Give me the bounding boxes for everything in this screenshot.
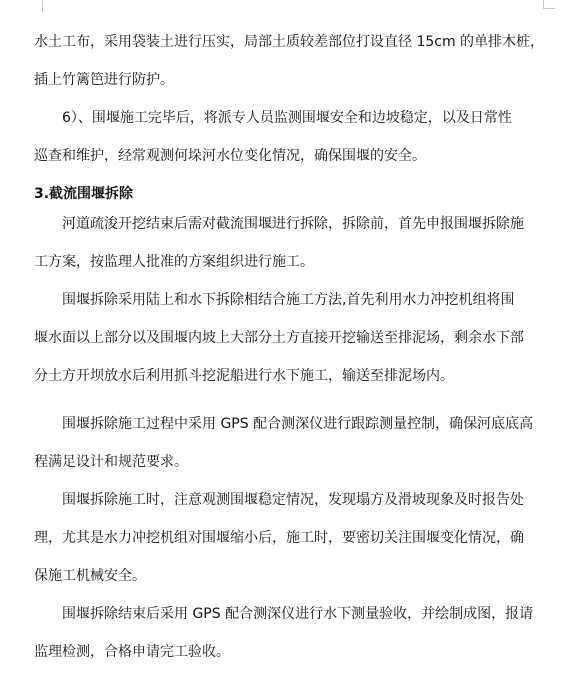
paragraph-line: 围堰拆除施工过程中采用 GPS 配合测深仪进行跟踪测量控制，确保河底底高 (62, 416, 534, 432)
paragraph-line: 水土工布，采用袋装土进行压实，局部土质较差部位打设直径 15cm 的单排木桩， (34, 34, 545, 50)
paragraph-line: 堰水面以上部分以及围堰内坡上大部分土方直接开挖输送至排泥场，剩余水下部 (34, 330, 524, 346)
paragraph-line: 巡查和维护，经常观测何垛河水位变化情况，确保围堰的安全。 (34, 148, 426, 164)
page-corner-mark-right (543, 0, 556, 8)
paragraph-line: 围堰拆除结束后采用 GPS 配合测深仪进行水下测量验收，并绘制成图，报请 (62, 606, 534, 622)
paragraph-line: 河道疏浚开挖结束后需对截流围堰进行拆除，拆除前，首先申报围堰拆除施 (62, 216, 524, 232)
paragraph-line: 程满足设计和规范要求。 (34, 454, 188, 470)
page-corner-mark-left (30, 0, 43, 12)
paragraph-line: 保施工机械安全。 (34, 568, 146, 584)
paragraph-line: 理，尤其是水力冲挖机组对围堰缩小后，施工时，要密切关注围堰变化情况，确 (34, 530, 524, 546)
paragraph-line: 工方案，按监理人批准的方案组织进行施工。 (34, 254, 314, 270)
paragraph-line: 插上竹篱笆进行防护。 (34, 72, 174, 88)
paragraph-line: 监理检测，合格申请完工验收。 (34, 644, 230, 660)
document-body (34, 32, 545, 662)
paragraph-line: 6）、围堰施工完毕后，将派专人员监测围堰安全和边坡稳定，以及日常性 (62, 110, 512, 126)
section-heading: 3.截流围堰拆除 (34, 186, 134, 202)
paragraph-line: 围堰拆除采用陆上和水下拆除相结合施工方法,首先利用水力冲挖机组将围 (62, 292, 515, 308)
paragraph-line: 分土方开坝放水后利用抓斗挖泥船进行水下施工，输送至排泥场内。 (34, 368, 454, 384)
paragraph-line: 围堰拆除施工时，注意观测围堰稳定情况，发现塌方及滑坡现象及时报告处 (62, 492, 524, 508)
